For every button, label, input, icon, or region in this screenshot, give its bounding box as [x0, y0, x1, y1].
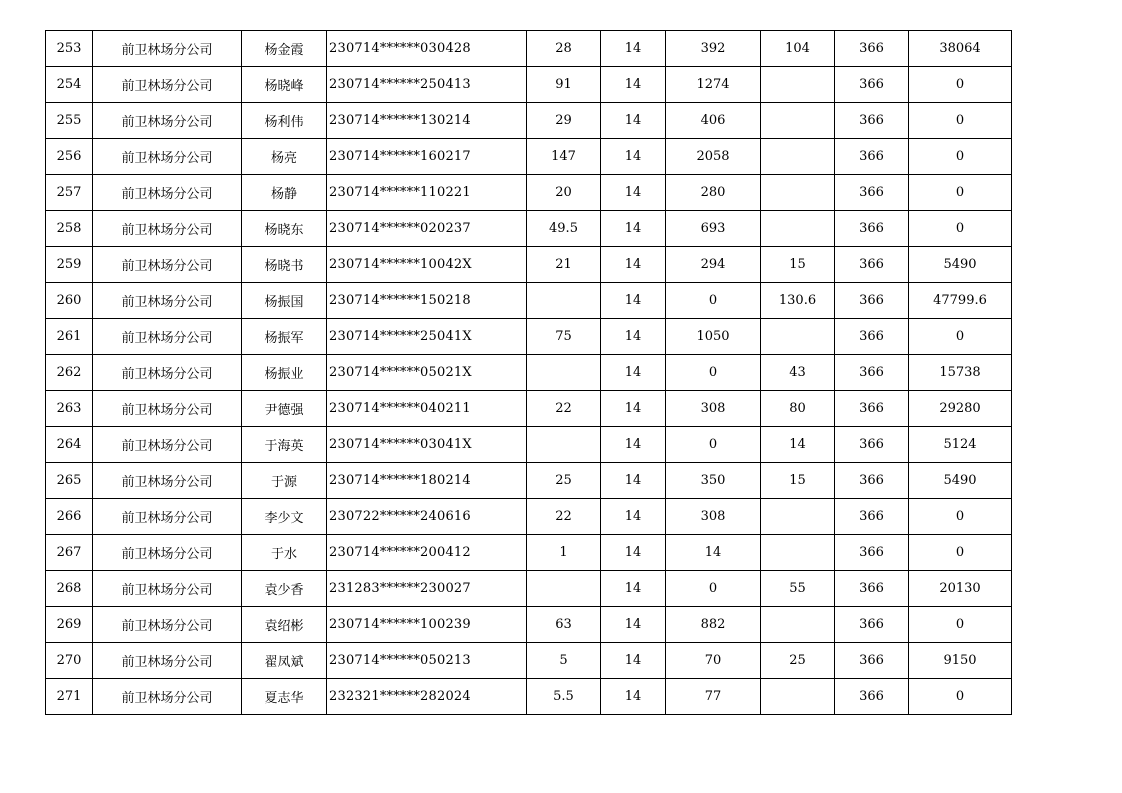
- amount-cell: 70: [666, 643, 761, 679]
- row-number-cell: 263: [46, 391, 93, 427]
- total-cell: 20130: [909, 571, 1012, 607]
- total-cell: 0: [909, 175, 1012, 211]
- amount-cell: 1274: [666, 67, 761, 103]
- rate-cell: 14: [601, 463, 666, 499]
- row-number-cell: 264: [46, 427, 93, 463]
- table-row: [46, 535, 1012, 571]
- amount-cell: 280: [666, 175, 761, 211]
- rate-cell: 14: [601, 679, 666, 715]
- table-row: [46, 283, 1012, 319]
- rate-cell: 14: [601, 427, 666, 463]
- total-cell: 5490: [909, 463, 1012, 499]
- table-row: [46, 391, 1012, 427]
- amount-cell: 308: [666, 499, 761, 535]
- total-cell: 29280: [909, 391, 1012, 427]
- total-cell: 0: [909, 319, 1012, 355]
- id-number-cell: 230714******130214: [327, 103, 527, 139]
- company-cell: 前卫林场分公司: [93, 499, 242, 535]
- amount-cell: 308: [666, 391, 761, 427]
- table-row: [46, 31, 1012, 67]
- days-cell: 366: [835, 607, 909, 643]
- days-cell: 366: [835, 31, 909, 67]
- row-number-cell: 254: [46, 67, 93, 103]
- table-row: [46, 679, 1012, 715]
- total-cell: 0: [909, 607, 1012, 643]
- days-cell: 366: [835, 139, 909, 175]
- amount-cell: 693: [666, 211, 761, 247]
- days-cell: 366: [835, 427, 909, 463]
- total-cell: 38064: [909, 31, 1012, 67]
- total-cell: 5124: [909, 427, 1012, 463]
- table-row: [46, 175, 1012, 211]
- row-number-cell: 257: [46, 175, 93, 211]
- row-number-cell: 262: [46, 355, 93, 391]
- row-number-cell: 265: [46, 463, 93, 499]
- table-row: [46, 643, 1012, 679]
- company-cell: 前卫林场分公司: [93, 391, 242, 427]
- row-number-cell: 258: [46, 211, 93, 247]
- row-number-cell: 269: [46, 607, 93, 643]
- company-cell: 前卫林场分公司: [93, 319, 242, 355]
- total-cell: 9150: [909, 643, 1012, 679]
- row-number-cell: 267: [46, 535, 93, 571]
- days-cell: 366: [835, 175, 909, 211]
- table-row: [46, 103, 1012, 139]
- days-cell: 366: [835, 211, 909, 247]
- company-cell: 前卫林场分公司: [93, 139, 242, 175]
- amount-cell: 0: [666, 427, 761, 463]
- area-cell: 1: [527, 535, 601, 571]
- id-number-cell: 230722******240616: [327, 499, 527, 535]
- id-number-cell: 230714******100239: [327, 607, 527, 643]
- area2-cell: 14: [761, 427, 835, 463]
- area-cell: [527, 355, 601, 391]
- table-row: [46, 571, 1012, 607]
- area2-cell: [761, 607, 835, 643]
- row-number-cell: 260: [46, 283, 93, 319]
- name-cell: 于源: [242, 463, 327, 499]
- table-row: [46, 427, 1012, 463]
- name-cell: 杨亮: [242, 139, 327, 175]
- area-cell: 63: [527, 607, 601, 643]
- name-cell: 杨利伟: [242, 103, 327, 139]
- row-number-cell: 266: [46, 499, 93, 535]
- id-number-cell: 230714******160217: [327, 139, 527, 175]
- id-number-cell: 230714******150218: [327, 283, 527, 319]
- table-row: [46, 139, 1012, 175]
- name-cell: 尹德强: [242, 391, 327, 427]
- amount-cell: 0: [666, 571, 761, 607]
- days-cell: 366: [835, 571, 909, 607]
- row-number-cell: 271: [46, 679, 93, 715]
- area2-cell: 130.6: [761, 283, 835, 319]
- area-cell: 91: [527, 67, 601, 103]
- rate-cell: 14: [601, 175, 666, 211]
- area-cell: [527, 283, 601, 319]
- area-cell: [527, 571, 601, 607]
- rate-cell: 14: [601, 283, 666, 319]
- company-cell: 前卫林场分公司: [93, 679, 242, 715]
- id-number-cell: 230714******040211: [327, 391, 527, 427]
- company-cell: 前卫林场分公司: [93, 463, 242, 499]
- rate-cell: 14: [601, 391, 666, 427]
- amount-cell: 0: [666, 355, 761, 391]
- area2-cell: [761, 103, 835, 139]
- name-cell: 于海英: [242, 427, 327, 463]
- amount-cell: 0: [666, 283, 761, 319]
- id-number-cell: 230714******200412: [327, 535, 527, 571]
- id-number-cell: 231283******230027: [327, 571, 527, 607]
- total-cell: 0: [909, 679, 1012, 715]
- total-cell: 5490: [909, 247, 1012, 283]
- company-cell: 前卫林场分公司: [93, 211, 242, 247]
- area2-cell: [761, 679, 835, 715]
- id-number-cell: 230714******03041X: [327, 427, 527, 463]
- table-body: [46, 31, 1012, 715]
- data-table: [45, 30, 1012, 715]
- area-cell: 49.5: [527, 211, 601, 247]
- amount-cell: 77: [666, 679, 761, 715]
- area-cell: 22: [527, 499, 601, 535]
- table-row: [46, 211, 1012, 247]
- rate-cell: 14: [601, 535, 666, 571]
- amount-cell: 14: [666, 535, 761, 571]
- rate-cell: 14: [601, 103, 666, 139]
- area2-cell: [761, 499, 835, 535]
- amount-cell: 2058: [666, 139, 761, 175]
- name-cell: 杨振国: [242, 283, 327, 319]
- amount-cell: 1050: [666, 319, 761, 355]
- row-number-cell: 255: [46, 103, 93, 139]
- area2-cell: [761, 535, 835, 571]
- area-cell: 20: [527, 175, 601, 211]
- name-cell: 杨静: [242, 175, 327, 211]
- area2-cell: 43: [761, 355, 835, 391]
- area-cell: 75: [527, 319, 601, 355]
- id-number-cell: 230714******180214: [327, 463, 527, 499]
- total-cell: 47799.6: [909, 283, 1012, 319]
- row-number-cell: 256: [46, 139, 93, 175]
- name-cell: 杨振业: [242, 355, 327, 391]
- amount-cell: 882: [666, 607, 761, 643]
- days-cell: 366: [835, 283, 909, 319]
- id-number-cell: 230714******020237: [327, 211, 527, 247]
- name-cell: 杨晓书: [242, 247, 327, 283]
- area2-cell: [761, 67, 835, 103]
- table-row: [46, 319, 1012, 355]
- amount-cell: 294: [666, 247, 761, 283]
- days-cell: 366: [835, 67, 909, 103]
- days-cell: 366: [835, 535, 909, 571]
- total-cell: 0: [909, 499, 1012, 535]
- rate-cell: 14: [601, 319, 666, 355]
- area2-cell: [761, 211, 835, 247]
- area-cell: 25: [527, 463, 601, 499]
- total-cell: 0: [909, 139, 1012, 175]
- table-row: [46, 67, 1012, 103]
- days-cell: 366: [835, 355, 909, 391]
- id-number-cell: 230714******10042X: [327, 247, 527, 283]
- amount-cell: 350: [666, 463, 761, 499]
- name-cell: 袁绍彬: [242, 607, 327, 643]
- rate-cell: 14: [601, 643, 666, 679]
- area2-cell: 15: [761, 247, 835, 283]
- area2-cell: 104: [761, 31, 835, 67]
- id-number-cell: 230714******25041X: [327, 319, 527, 355]
- area2-cell: [761, 175, 835, 211]
- rate-cell: 14: [601, 499, 666, 535]
- company-cell: 前卫林场分公司: [93, 535, 242, 571]
- area2-cell: 15: [761, 463, 835, 499]
- row-number-cell: 253: [46, 31, 93, 67]
- id-number-cell: 230714******050213: [327, 643, 527, 679]
- rate-cell: 14: [601, 31, 666, 67]
- company-cell: 前卫林场分公司: [93, 31, 242, 67]
- area-cell: 22: [527, 391, 601, 427]
- area-cell: 28: [527, 31, 601, 67]
- total-cell: 0: [909, 211, 1012, 247]
- area2-cell: [761, 139, 835, 175]
- table-row: [46, 463, 1012, 499]
- company-cell: 前卫林场分公司: [93, 67, 242, 103]
- area-cell: 21: [527, 247, 601, 283]
- rate-cell: 14: [601, 67, 666, 103]
- name-cell: 翟凤斌: [242, 643, 327, 679]
- name-cell: 杨金霞: [242, 31, 327, 67]
- name-cell: 于水: [242, 535, 327, 571]
- days-cell: 366: [835, 679, 909, 715]
- amount-cell: 406: [666, 103, 761, 139]
- days-cell: 366: [835, 103, 909, 139]
- name-cell: 李少文: [242, 499, 327, 535]
- company-cell: 前卫林场分公司: [93, 355, 242, 391]
- row-number-cell: 270: [46, 643, 93, 679]
- area-cell: 5.5: [527, 679, 601, 715]
- rate-cell: 14: [601, 247, 666, 283]
- company-cell: 前卫林场分公司: [93, 643, 242, 679]
- table-row: [46, 499, 1012, 535]
- company-cell: 前卫林场分公司: [93, 607, 242, 643]
- days-cell: 366: [835, 499, 909, 535]
- area2-cell: 80: [761, 391, 835, 427]
- total-cell: 0: [909, 67, 1012, 103]
- days-cell: 366: [835, 643, 909, 679]
- rate-cell: 14: [601, 607, 666, 643]
- days-cell: 366: [835, 463, 909, 499]
- name-cell: 夏志华: [242, 679, 327, 715]
- area-cell: 147: [527, 139, 601, 175]
- area2-cell: 55: [761, 571, 835, 607]
- area-cell: 5: [527, 643, 601, 679]
- rate-cell: 14: [601, 139, 666, 175]
- id-number-cell: 232321******282024: [327, 679, 527, 715]
- days-cell: 366: [835, 391, 909, 427]
- company-cell: 前卫林场分公司: [93, 175, 242, 211]
- amount-cell: 392: [666, 31, 761, 67]
- company-cell: 前卫林场分公司: [93, 103, 242, 139]
- id-number-cell: 230714******030428: [327, 31, 527, 67]
- name-cell: 杨晓东: [242, 211, 327, 247]
- name-cell: 杨晓峰: [242, 67, 327, 103]
- area-cell: [527, 427, 601, 463]
- total-cell: 0: [909, 535, 1012, 571]
- rate-cell: 14: [601, 211, 666, 247]
- area2-cell: [761, 319, 835, 355]
- name-cell: 袁少香: [242, 571, 327, 607]
- total-cell: 0: [909, 103, 1012, 139]
- rate-cell: 14: [601, 355, 666, 391]
- total-cell: 15738: [909, 355, 1012, 391]
- table-row: [46, 355, 1012, 391]
- id-number-cell: 230714******250413: [327, 67, 527, 103]
- company-cell: 前卫林场分公司: [93, 247, 242, 283]
- area-cell: 29: [527, 103, 601, 139]
- company-cell: 前卫林场分公司: [93, 283, 242, 319]
- rate-cell: 14: [601, 571, 666, 607]
- id-number-cell: 230714******05021X: [327, 355, 527, 391]
- row-number-cell: 261: [46, 319, 93, 355]
- table-row: [46, 247, 1012, 283]
- row-number-cell: 259: [46, 247, 93, 283]
- id-number-cell: 230714******110221: [327, 175, 527, 211]
- company-cell: 前卫林场分公司: [93, 427, 242, 463]
- name-cell: 杨振军: [242, 319, 327, 355]
- row-number-cell: 268: [46, 571, 93, 607]
- company-cell: 前卫林场分公司: [93, 571, 242, 607]
- area2-cell: 25: [761, 643, 835, 679]
- table-row: [46, 607, 1012, 643]
- days-cell: 366: [835, 319, 909, 355]
- days-cell: 366: [835, 247, 909, 283]
